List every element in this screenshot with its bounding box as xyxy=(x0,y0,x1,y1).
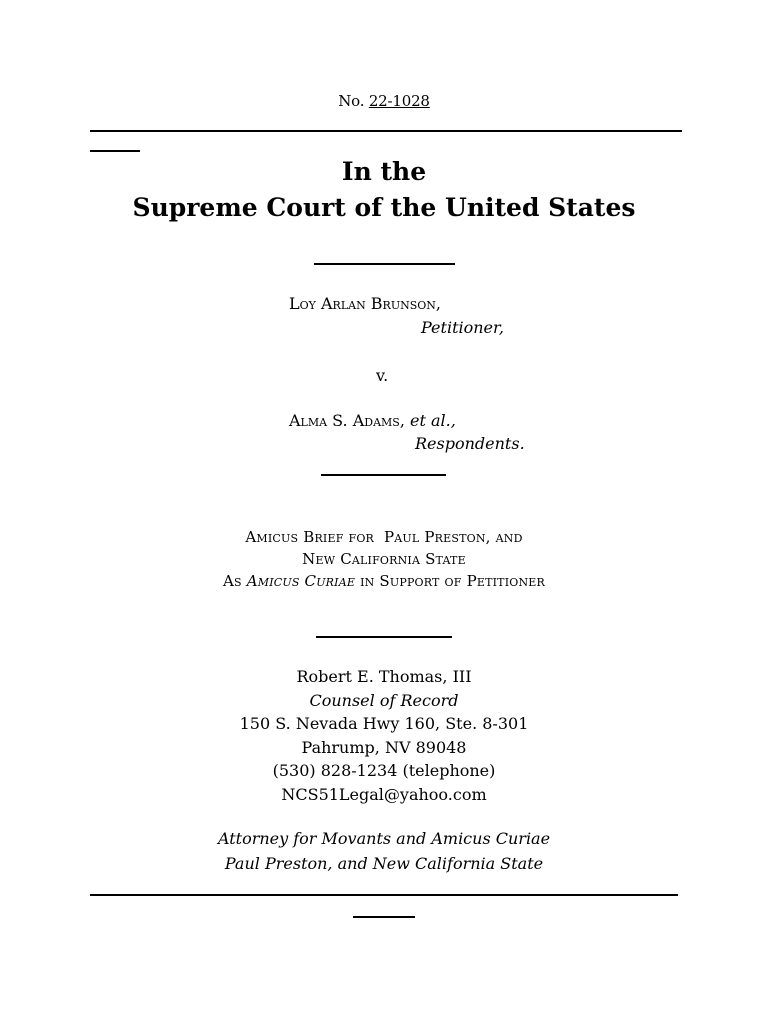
attorney-line-1: Attorney for Movants and Amicus Curiae xyxy=(217,829,551,848)
counsel-email: NCS51Legal@yahoo.com xyxy=(281,784,487,804)
counsel-title: Counsel of Record xyxy=(309,690,459,710)
petitioner-role: Petitioner, xyxy=(421,318,504,337)
court-heading xyxy=(0,154,768,226)
divider-rule xyxy=(314,263,455,265)
docket-prefix: No. xyxy=(338,92,365,110)
brief-line3-prefix: As xyxy=(222,572,242,590)
counsel-phone: (530) 828-1234 (telephone) xyxy=(272,761,496,780)
brief-title-line-3 xyxy=(0,570,768,592)
respondent-role: Respondents. xyxy=(415,434,525,453)
counsel-name: Robert E. Thomas, III xyxy=(296,667,472,686)
respondent-name-text: Alma S. Adams, xyxy=(289,411,405,430)
divider-rule xyxy=(321,474,446,476)
respondent-etal: et al., xyxy=(410,411,456,430)
brief-line3-suffix: in Support of Petitioner xyxy=(360,572,546,590)
brief-title-line-1: Amicus Brief for Paul Preston, and xyxy=(245,528,523,546)
attorney-line-2: Paul Preston, and New California State xyxy=(224,854,544,873)
versus: v. xyxy=(376,366,389,385)
docket-number xyxy=(0,92,768,110)
attorney-block xyxy=(0,826,768,876)
court-line-2: Supreme Court of the United States xyxy=(132,193,636,222)
court-line-1: In the xyxy=(341,157,427,186)
counsel-block xyxy=(0,665,768,806)
docket-number-value: 22-1028 xyxy=(368,92,430,110)
brief-title-line-2: New California State xyxy=(302,550,466,568)
petitioner-name: Loy Arlan Brunson, xyxy=(289,294,441,313)
top-rule xyxy=(90,130,682,132)
bottom-rule xyxy=(90,894,678,896)
brief-line3-italic: Amicus Curiae xyxy=(246,572,356,590)
divider-rule xyxy=(316,636,452,638)
counsel-address-1: 150 S. Nevada Hwy 160, Ste. 8-301 xyxy=(239,714,529,733)
bottom-short-rule xyxy=(353,916,415,918)
top-short-rule xyxy=(90,150,140,152)
counsel-address-2: Pahrump, NV 89048 xyxy=(301,737,467,757)
respondent-name xyxy=(289,411,456,430)
brief-title xyxy=(0,526,768,592)
